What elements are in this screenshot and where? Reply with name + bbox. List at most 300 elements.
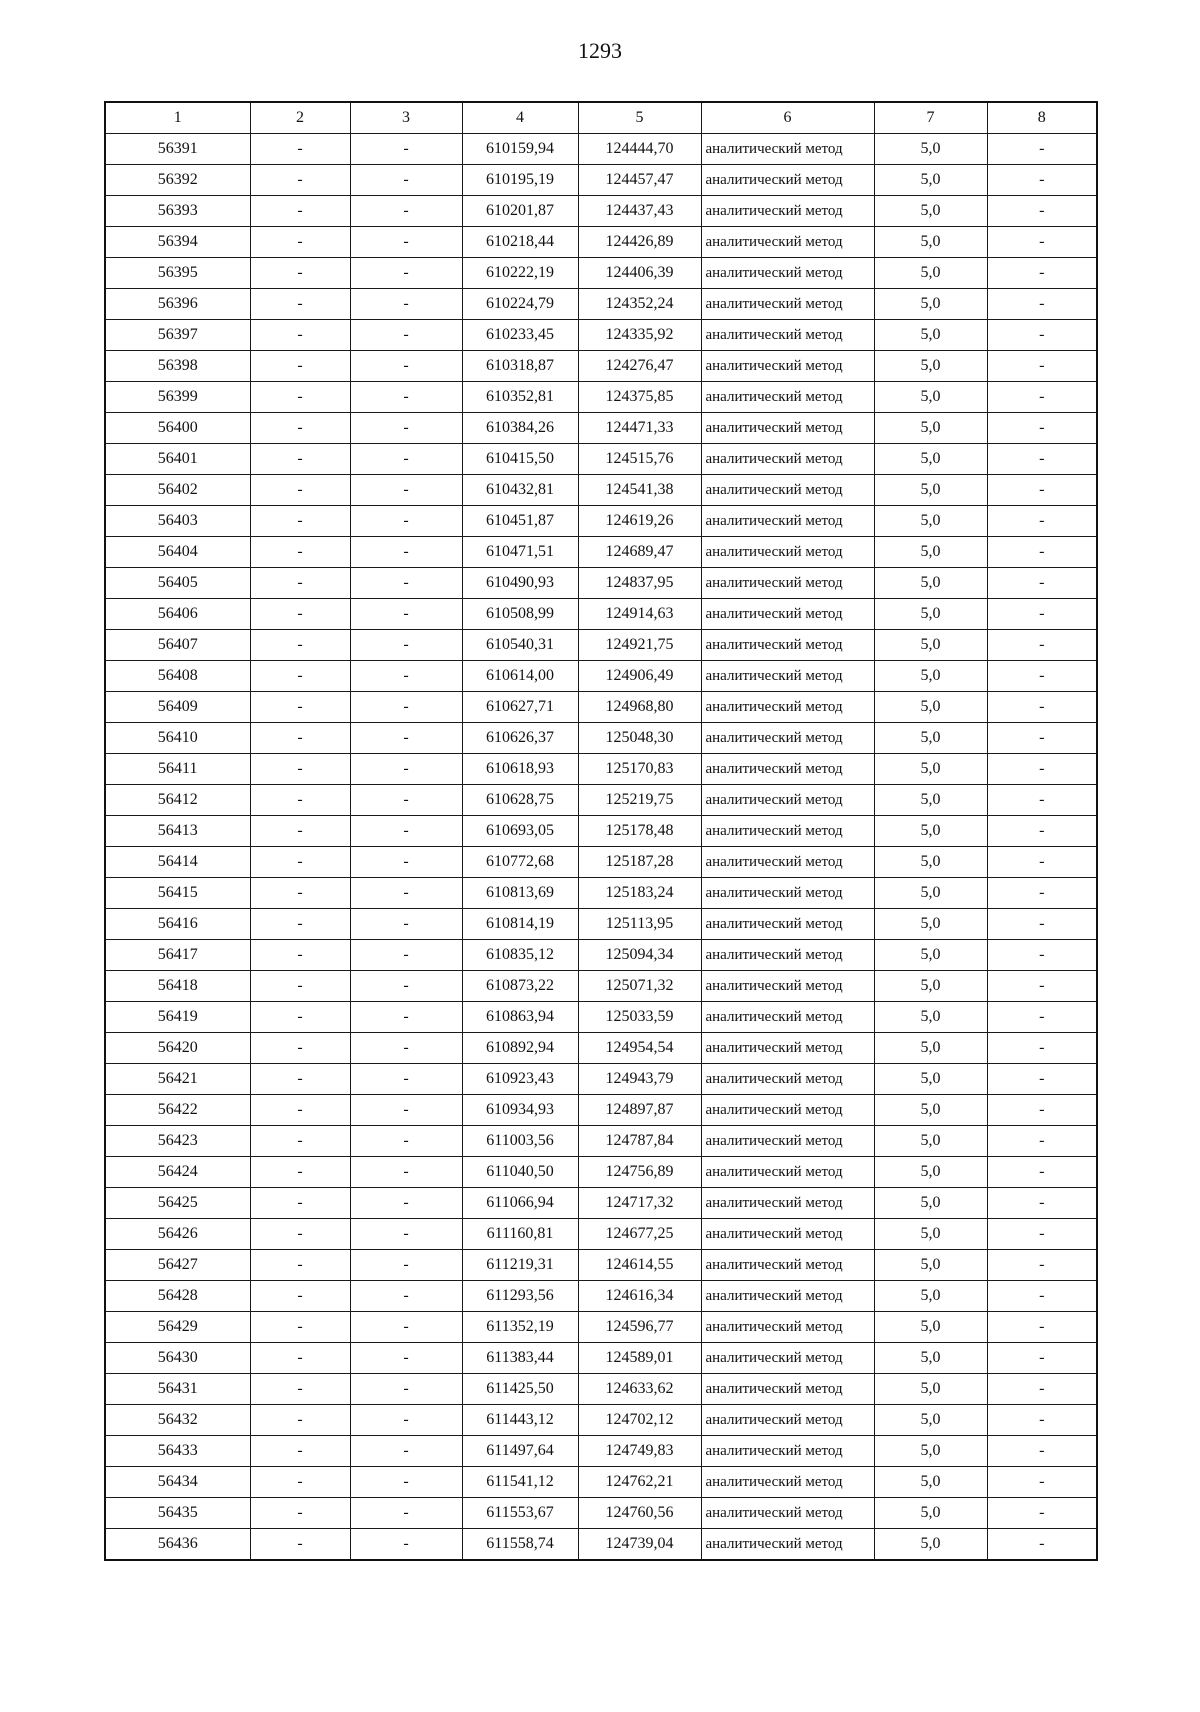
cell-col-8: - [987,134,1097,165]
cell-point-number: 56393 [105,196,250,227]
cell-precision: 5,0 [874,754,987,785]
cell-col-8: - [987,847,1097,878]
cell-point-number: 56405 [105,568,250,599]
cell-col-3: - [350,940,462,971]
cell-col-3: - [350,599,462,630]
cell-precision: 5,0 [874,847,987,878]
cell-precision: 5,0 [874,1529,987,1561]
cell-method: аналитический метод [701,1188,874,1219]
cell-method: аналитический метод [701,723,874,754]
cell-point-number: 56396 [105,289,250,320]
cell-col-3: - [350,196,462,227]
cell-point-number: 56403 [105,506,250,537]
cell-y-coordinate: 125071,32 [578,971,701,1002]
cell-method: аналитический метод [701,413,874,444]
cell-y-coordinate: 124756,89 [578,1157,701,1188]
table-row [105,909,1097,940]
cell-col-2: - [250,1219,350,1250]
cell-col-3: - [350,1188,462,1219]
cell-col-8: - [987,1436,1097,1467]
cell-x-coordinate: 610540,31 [462,630,578,661]
cell-y-coordinate: 124906,49 [578,661,701,692]
cell-col-8: - [987,258,1097,289]
cell-precision: 5,0 [874,1374,987,1405]
cell-y-coordinate: 124943,79 [578,1064,701,1095]
cell-col-3: - [350,1219,462,1250]
table-row [105,1095,1097,1126]
cell-method: аналитический метод [701,909,874,940]
cell-y-coordinate: 125094,34 [578,940,701,971]
cell-point-number: 56428 [105,1281,250,1312]
cell-col-8: - [987,754,1097,785]
cell-x-coordinate: 611219,31 [462,1250,578,1281]
cell-col-3: - [350,785,462,816]
cell-method: аналитический метод [701,568,874,599]
cell-col-2: - [250,1467,350,1498]
cell-y-coordinate: 124596,77 [578,1312,701,1343]
cell-point-number: 56409 [105,692,250,723]
cell-method: аналитический метод [701,1436,874,1467]
cell-y-coordinate: 125178,48 [578,816,701,847]
cell-y-coordinate: 124968,80 [578,692,701,723]
cell-method: аналитический метод [701,165,874,196]
cell-col-3: - [350,506,462,537]
cell-col-8: - [987,351,1097,382]
cell-x-coordinate: 610318,87 [462,351,578,382]
table-row [105,227,1097,258]
table-row [105,1219,1097,1250]
cell-y-coordinate: 124689,47 [578,537,701,568]
cell-x-coordinate: 610224,79 [462,289,578,320]
table-row [105,1188,1097,1219]
cell-col-8: - [987,1095,1097,1126]
cell-precision: 5,0 [874,134,987,165]
cell-col-8: - [987,1405,1097,1436]
cell-x-coordinate: 610892,94 [462,1033,578,1064]
cell-col-3: - [350,1467,462,1498]
cell-y-coordinate: 124762,21 [578,1467,701,1498]
cell-col-8: - [987,165,1097,196]
cell-precision: 5,0 [874,1405,987,1436]
table-row [105,1405,1097,1436]
cell-y-coordinate: 125033,59 [578,1002,701,1033]
cell-x-coordinate: 610772,68 [462,847,578,878]
cell-x-coordinate: 610222,19 [462,258,578,289]
cell-col-8: - [987,816,1097,847]
table-row [105,475,1097,506]
cell-x-coordinate: 611497,64 [462,1436,578,1467]
cell-x-coordinate: 610627,71 [462,692,578,723]
table-row [105,165,1097,196]
table-row [105,599,1097,630]
cell-point-number: 56414 [105,847,250,878]
cell-y-coordinate: 124787,84 [578,1126,701,1157]
cell-precision: 5,0 [874,1436,987,1467]
cell-col-3: - [350,630,462,661]
cell-col-8: - [987,1312,1097,1343]
cell-method: аналитический метод [701,1250,874,1281]
cell-method: аналитический метод [701,289,874,320]
cell-y-coordinate: 124749,83 [578,1436,701,1467]
cell-col-3: - [350,1374,462,1405]
cell-point-number: 56402 [105,475,250,506]
cell-point-number: 56422 [105,1095,250,1126]
cell-col-3: - [350,878,462,909]
cell-col-2: - [250,1436,350,1467]
cell-point-number: 56394 [105,227,250,258]
cell-col-3: - [350,1033,462,1064]
cell-y-coordinate: 124897,87 [578,1095,701,1126]
cell-col-8: - [987,1343,1097,1374]
cell-col-2: - [250,320,350,351]
cell-col-2: - [250,630,350,661]
cell-y-coordinate: 125219,75 [578,785,701,816]
cell-precision: 5,0 [874,1467,987,1498]
cell-x-coordinate: 611425,50 [462,1374,578,1405]
cell-col-3: - [350,692,462,723]
cell-x-coordinate: 610471,51 [462,537,578,568]
cell-point-number: 56426 [105,1219,250,1250]
cell-col-8: - [987,1467,1097,1498]
cell-col-3: - [350,444,462,475]
cell-method: аналитический метод [701,599,874,630]
cell-precision: 5,0 [874,1250,987,1281]
cell-col-3: - [350,1529,462,1561]
cell-col-8: - [987,661,1097,692]
cell-col-8: - [987,599,1097,630]
table-row [105,1126,1097,1157]
cell-col-8: - [987,1498,1097,1529]
cell-col-2: - [250,1064,350,1095]
cell-x-coordinate: 610873,22 [462,971,578,1002]
cell-method: аналитический метод [701,1219,874,1250]
cell-col-3: - [350,1157,462,1188]
header-row [105,102,1097,134]
cell-y-coordinate: 124614,55 [578,1250,701,1281]
cell-col-8: - [987,1157,1097,1188]
cell-x-coordinate: 611003,56 [462,1126,578,1157]
cell-col-8: - [987,227,1097,258]
table-row [105,940,1097,971]
header-col-2: 2 [250,102,350,134]
table-row [105,1281,1097,1312]
cell-method: аналитический метод [701,134,874,165]
cell-col-2: - [250,785,350,816]
cell-col-3: - [350,816,462,847]
cell-method: аналитический метод [701,1157,874,1188]
cell-point-number: 56427 [105,1250,250,1281]
cell-method: аналитический метод [701,506,874,537]
table-row [105,1529,1097,1561]
table-row [105,785,1097,816]
cell-point-number: 56434 [105,1467,250,1498]
cell-y-coordinate: 124739,04 [578,1529,701,1561]
cell-col-2: - [250,1529,350,1561]
cell-col-3: - [350,320,462,351]
cell-x-coordinate: 610693,05 [462,816,578,847]
cell-x-coordinate: 610813,69 [462,878,578,909]
cell-col-2: - [250,227,350,258]
cell-precision: 5,0 [874,692,987,723]
cell-method: аналитический метод [701,1343,874,1374]
cell-col-3: - [350,258,462,289]
cell-point-number: 56404 [105,537,250,568]
cell-precision: 5,0 [874,909,987,940]
cell-col-2: - [250,816,350,847]
cell-precision: 5,0 [874,1064,987,1095]
cell-x-coordinate: 610618,93 [462,754,578,785]
cell-x-coordinate: 611352,19 [462,1312,578,1343]
cell-method: аналитический метод [701,537,874,568]
cell-point-number: 56395 [105,258,250,289]
cell-col-2: - [250,444,350,475]
cell-x-coordinate: 611040,50 [462,1157,578,1188]
cell-point-number: 56433 [105,1436,250,1467]
cell-col-8: - [987,1374,1097,1405]
cell-col-2: - [250,754,350,785]
cell-col-8: - [987,1002,1097,1033]
cell-x-coordinate: 611066,94 [462,1188,578,1219]
cell-y-coordinate: 124837,95 [578,568,701,599]
cell-point-number: 56399 [105,382,250,413]
cell-col-3: - [350,971,462,1002]
cell-col-3: - [350,227,462,258]
cell-y-coordinate: 124444,70 [578,134,701,165]
cell-col-3: - [350,413,462,444]
cell-point-number: 56418 [105,971,250,1002]
cell-method: аналитический метод [701,1002,874,1033]
cell-method: аналитический метод [701,351,874,382]
cell-method: аналитический метод [701,196,874,227]
header-col-7: 7 [874,102,987,134]
cell-col-3: - [350,475,462,506]
cell-x-coordinate: 611383,44 [462,1343,578,1374]
cell-col-2: - [250,382,350,413]
cell-precision: 5,0 [874,878,987,909]
table-row [105,847,1097,878]
cell-col-3: - [350,165,462,196]
cell-precision: 5,0 [874,816,987,847]
cell-col-3: - [350,1095,462,1126]
cell-col-3: - [350,1436,462,1467]
cell-col-2: - [250,1343,350,1374]
cell-col-8: - [987,1064,1097,1095]
cell-precision: 5,0 [874,289,987,320]
cell-x-coordinate: 610508,99 [462,599,578,630]
cell-col-2: - [250,1498,350,1529]
page-number: 1293 [578,38,622,63]
table-row [105,1250,1097,1281]
cell-y-coordinate: 125170,83 [578,754,701,785]
cell-col-3: - [350,1064,462,1095]
cell-precision: 5,0 [874,444,987,475]
table-row [105,1436,1097,1467]
cell-point-number: 56424 [105,1157,250,1188]
cell-col-3: - [350,1405,462,1436]
cell-col-8: - [987,878,1097,909]
cell-method: аналитический метод [701,1126,874,1157]
cell-col-2: - [250,506,350,537]
cell-precision: 5,0 [874,165,987,196]
cell-col-8: - [987,1033,1097,1064]
cell-x-coordinate: 610626,37 [462,723,578,754]
cell-y-coordinate: 124589,01 [578,1343,701,1374]
coordinates-table [104,101,1098,1561]
cell-precision: 5,0 [874,196,987,227]
cell-col-3: - [350,661,462,692]
cell-col-2: - [250,1188,350,1219]
cell-precision: 5,0 [874,1281,987,1312]
cell-precision: 5,0 [874,1126,987,1157]
cell-col-8: - [987,444,1097,475]
cell-col-2: - [250,878,350,909]
cell-method: аналитический метод [701,475,874,506]
table-row [105,1467,1097,1498]
cell-point-number: 56398 [105,351,250,382]
table-row [105,1312,1097,1343]
cell-x-coordinate: 610923,43 [462,1064,578,1095]
cell-method: аналитический метод [701,816,874,847]
cell-y-coordinate: 124677,25 [578,1219,701,1250]
cell-method: аналитический метод [701,1498,874,1529]
cell-precision: 5,0 [874,1312,987,1343]
cell-col-8: - [987,475,1097,506]
cell-col-8: - [987,1219,1097,1250]
table-row [105,661,1097,692]
coordinates-table-container [104,101,1096,1561]
cell-precision: 5,0 [874,1157,987,1188]
cell-col-8: - [987,568,1097,599]
cell-y-coordinate: 124914,63 [578,599,701,630]
cell-method: аналитический метод [701,661,874,692]
cell-col-2: - [250,413,350,444]
cell-method: аналитический метод [701,1405,874,1436]
cell-col-8: - [987,909,1097,940]
cell-point-number: 56412 [105,785,250,816]
cell-y-coordinate: 124457,47 [578,165,701,196]
cell-precision: 5,0 [874,475,987,506]
cell-point-number: 56421 [105,1064,250,1095]
cell-x-coordinate: 610159,94 [462,134,578,165]
cell-col-2: - [250,1095,350,1126]
table-row [105,1002,1097,1033]
cell-precision: 5,0 [874,1033,987,1064]
cell-col-2: - [250,165,350,196]
cell-y-coordinate: 124541,38 [578,475,701,506]
cell-col-2: - [250,940,350,971]
cell-x-coordinate: 610233,45 [462,320,578,351]
cell-col-2: - [250,1250,350,1281]
header-col-5: 5 [578,102,701,134]
cell-col-2: - [250,289,350,320]
cell-method: аналитический метод [701,227,874,258]
cell-y-coordinate: 124426,89 [578,227,701,258]
cell-point-number: 56408 [105,661,250,692]
cell-col-8: - [987,506,1097,537]
cell-method: аналитический метод [701,754,874,785]
header-col-6: 6 [701,102,874,134]
cell-y-coordinate: 125187,28 [578,847,701,878]
cell-point-number: 56417 [105,940,250,971]
cell-point-number: 56436 [105,1529,250,1561]
cell-y-coordinate: 124619,26 [578,506,701,537]
table-row [105,1498,1097,1529]
table-row [105,692,1097,723]
cell-precision: 5,0 [874,1002,987,1033]
cell-col-8: - [987,692,1097,723]
cell-method: аналитический метод [701,382,874,413]
cell-x-coordinate: 610384,26 [462,413,578,444]
cell-method: аналитический метод [701,1467,874,1498]
cell-precision: 5,0 [874,1219,987,1250]
cell-col-3: - [350,1250,462,1281]
table-row [105,878,1097,909]
cell-y-coordinate: 124375,85 [578,382,701,413]
cell-x-coordinate: 610863,94 [462,1002,578,1033]
cell-method: аналитический метод [701,1033,874,1064]
cell-method: аналитический метод [701,1312,874,1343]
table-row [105,1157,1097,1188]
cell-point-number: 56400 [105,413,250,444]
cell-col-8: - [987,413,1097,444]
cell-method: аналитический метод [701,1281,874,1312]
cell-col-2: - [250,599,350,630]
cell-point-number: 56406 [105,599,250,630]
cell-x-coordinate: 610432,81 [462,475,578,506]
cell-y-coordinate: 124702,12 [578,1405,701,1436]
cell-x-coordinate: 610628,75 [462,785,578,816]
cell-y-coordinate: 124633,62 [578,1374,701,1405]
cell-x-coordinate: 610490,93 [462,568,578,599]
cell-col-3: - [350,754,462,785]
cell-precision: 5,0 [874,971,987,1002]
cell-x-coordinate: 610415,50 [462,444,578,475]
cell-method: аналитический метод [701,630,874,661]
cell-y-coordinate: 124760,56 [578,1498,701,1529]
cell-col-2: - [250,1033,350,1064]
cell-col-8: - [987,1250,1097,1281]
cell-col-2: - [250,537,350,568]
cell-col-3: - [350,847,462,878]
cell-point-number: 56397 [105,320,250,351]
cell-precision: 5,0 [874,723,987,754]
cell-col-3: - [350,1312,462,1343]
cell-method: аналитический метод [701,878,874,909]
cell-precision: 5,0 [874,506,987,537]
cell-col-3: - [350,1002,462,1033]
cell-col-3: - [350,289,462,320]
cell-col-3: - [350,1126,462,1157]
cell-col-3: - [350,1343,462,1374]
table-row [105,134,1097,165]
cell-method: аналитический метод [701,971,874,1002]
cell-point-number: 56410 [105,723,250,754]
cell-method: аналитический метод [701,258,874,289]
table-row [105,258,1097,289]
cell-y-coordinate: 124954,54 [578,1033,701,1064]
cell-precision: 5,0 [874,599,987,630]
cell-col-3: - [350,1498,462,1529]
cell-precision: 5,0 [874,568,987,599]
cell-col-8: - [987,630,1097,661]
cell-x-coordinate: 610451,87 [462,506,578,537]
cell-point-number: 56411 [105,754,250,785]
cell-x-coordinate: 610614,00 [462,661,578,692]
cell-precision: 5,0 [874,320,987,351]
cell-precision: 5,0 [874,537,987,568]
table-row [105,630,1097,661]
cell-y-coordinate: 124616,34 [578,1281,701,1312]
